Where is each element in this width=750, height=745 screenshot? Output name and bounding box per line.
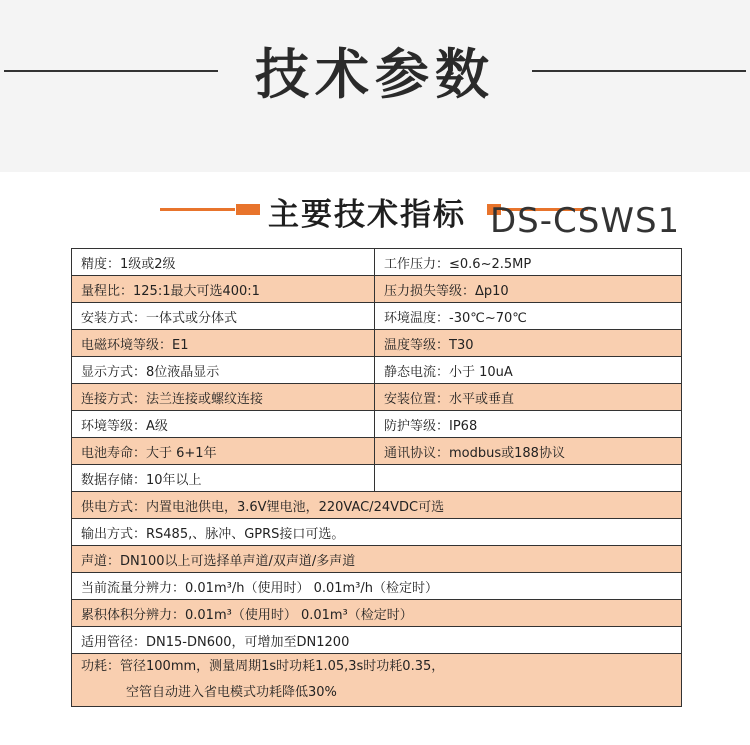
spec-cell: 当前流量分辨力：0.01m³/h（使用时） 0.01m³/h（检定时） (72, 573, 682, 600)
power-line-2: 空管自动进入省电模式功耗降低30% (126, 685, 337, 700)
table-row (72, 438, 682, 465)
spec-cell: 通讯协议：modbus或188协议 (375, 438, 682, 465)
spec-cell: 静态电流：小于 10uA (375, 357, 682, 384)
spec-cell: 环境等级：A级 (72, 411, 375, 438)
table-row (72, 384, 682, 411)
table-row (72, 249, 682, 276)
section-title: 主要技术指标 (268, 197, 466, 233)
spec-cell: 电池寿命：大于 6+1年 (72, 438, 375, 465)
spec-cell: 累积体积分辨力：0.01m³（使用时） 0.01m³（检定时） (72, 600, 682, 627)
section-decor-line-left (160, 208, 235, 211)
spec-cell: 电磁环境等级：E1 (72, 330, 375, 357)
section-header (0, 185, 750, 245)
spec-cell: 输出方式：RS485,、脉冲、GPRS接口可选。 (72, 519, 682, 546)
spec-cell: 压力损失等级：Δp10 (375, 276, 682, 303)
spec-cell: 精度：1级或2级 (72, 249, 375, 276)
table-row (72, 600, 682, 627)
spec-cell: 安装位置：水平或垂直 (375, 384, 682, 411)
banner-divider-right (532, 70, 746, 72)
power-line-1: 功耗：管径100mm，测量周期1s时功耗1.05,3s时功耗0.35， (81, 659, 445, 674)
spec-cell-power (72, 654, 682, 707)
spec-cell: 声道：DN100以上可选择单声道/双声道/多声道 (72, 546, 682, 573)
spec-cell: 数据存储：10年以上 (72, 465, 375, 492)
table-row (72, 546, 682, 573)
table-row (72, 519, 682, 546)
spec-cell: 显示方式：8位液晶显示 (72, 357, 375, 384)
header-banner (0, 0, 750, 172)
spec-cell: 防护等级：IP68 (375, 411, 682, 438)
spec-cell: 工作压力：≤0.6~2.5MP (375, 249, 682, 276)
spec-cell: 连接方式：法兰连接或螺纹连接 (72, 384, 375, 411)
table-row (72, 573, 682, 600)
table-row (72, 357, 682, 384)
spec-cell: 环境温度：-30℃~70℃ (375, 303, 682, 330)
spec-cell: 适用管径：DN15-DN600，可增加至DN1200 (72, 627, 682, 654)
model-number: DS-CSWS1 (490, 201, 681, 241)
table-row (72, 492, 682, 519)
spec-cell: 量程比：125:1最大可选400:1 (72, 276, 375, 303)
table-row (72, 276, 682, 303)
page-title: 技术参数 (255, 43, 495, 106)
section-decor-block-left (236, 204, 260, 215)
spec-cell: 安装方式：一体式或分体式 (72, 303, 375, 330)
spec-table (71, 248, 682, 707)
spec-cell: 供电方式：内置电池供电，3.6V锂电池，220VAC/24VDC可选 (72, 492, 682, 519)
spec-cell: 温度等级：T30 (375, 330, 682, 357)
table-row (72, 303, 682, 330)
table-row (72, 654, 682, 707)
table-row (72, 330, 682, 357)
table-row (72, 465, 682, 492)
spec-cell (375, 465, 682, 492)
table-row (72, 411, 682, 438)
table-row (72, 627, 682, 654)
